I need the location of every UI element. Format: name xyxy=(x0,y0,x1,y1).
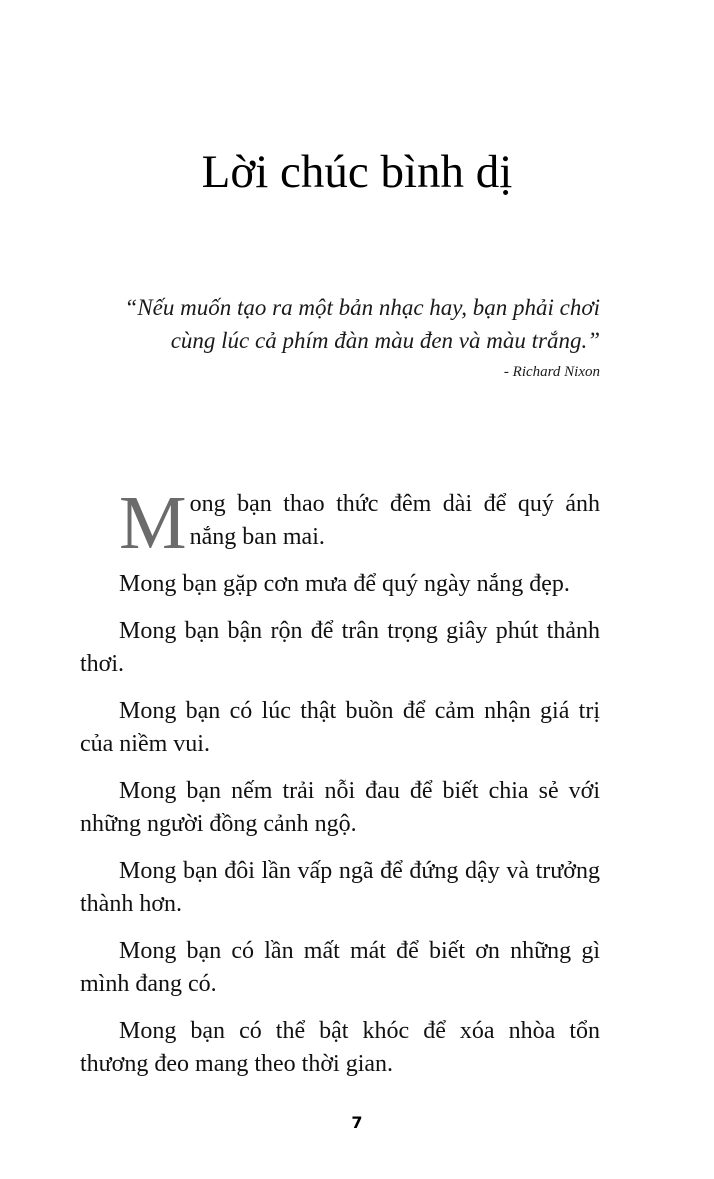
paragraph: Mong bạn có lúc thật buồn để cảm nhận giá trị của niềm vui. xyxy=(80,698,600,757)
chapter-title: Lời chúc bình dị xyxy=(201,146,513,198)
paragraph: Mong bạn gặp cơn mưa để quý ngày nắng đẹp. xyxy=(119,571,570,597)
paragraph: Mong bạn đôi lần vấp ngã để đứng dậy và trưởng thành hơn. xyxy=(80,858,600,917)
paragraph: Mong bạn có thể bật khóc để xóa nhòa tổn thương đeo mang theo thời gian. xyxy=(80,1018,600,1077)
epigraph xyxy=(100,291,600,385)
first-paragraph-text: ong bạn thao thức đêm dài để quý ánh nắng ban mai. xyxy=(189,491,600,550)
drop-cap: M xyxy=(119,481,187,565)
paragraph: Mong bạn bận rộn để trân trọng giây phút thảnh thơi. xyxy=(80,618,600,677)
body-text xyxy=(80,481,600,1095)
epigraph-text: “Nếu muốn tạo ra một bản nhạc hay, bạn phải chơi cùng lúc cả phím đàn màu đen và màu trắng.” xyxy=(124,295,600,353)
epigraph-author: - Richard Nixon xyxy=(503,364,600,380)
first-paragraph xyxy=(80,481,600,565)
paragraph: Mong bạn nếm trải nỗi đau để biết chia sẻ với những người đồng cảnh ngộ. xyxy=(80,778,600,837)
page-number: 7 xyxy=(351,1113,363,1132)
paragraph: Mong bạn có lần mất mát để biết ơn những gì mình đang có. xyxy=(80,938,600,997)
